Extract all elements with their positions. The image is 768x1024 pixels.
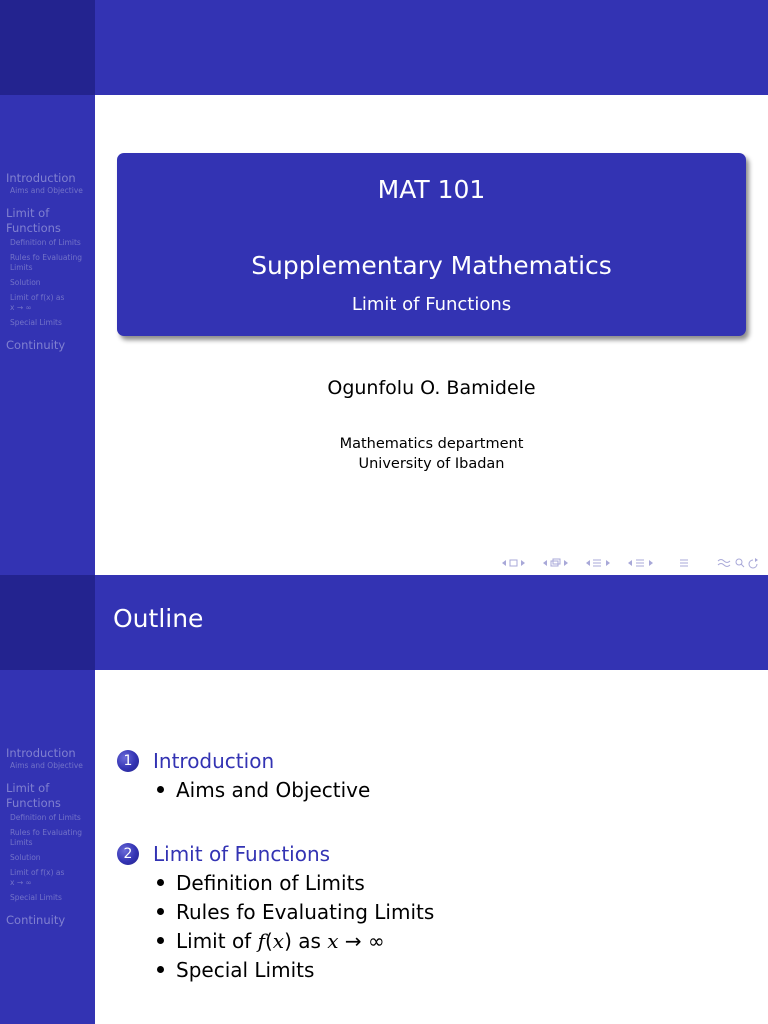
section-number-badge: 2: [117, 843, 139, 865]
author-name: Ogunfolu O. Bamidele: [327, 377, 536, 399]
sidebar-item-limit-line1[interactable]: Limit of: [6, 206, 50, 220]
title-box: [117, 153, 746, 336]
sidebar-subitem-definition[interactable]: Definition of Limits: [10, 813, 81, 822]
nav-appendix-icon[interactable]: [680, 560, 688, 566]
toc-subsection[interactable]: [157, 775, 434, 804]
toc-subsection[interactable]: [157, 868, 434, 897]
bullet-icon: [157, 937, 164, 944]
sidebar-item-continuity[interactable]: Continuity: [6, 913, 66, 927]
sidebar-item-continuity[interactable]: Continuity: [6, 338, 66, 352]
math-variable: x: [327, 928, 339, 953]
sidebar: [0, 670, 95, 1024]
bullet-icon: [157, 879, 164, 886]
toc-subsection-label[interactable]: Rules fo Evaluating Limits: [176, 899, 435, 924]
nav-subsection-icon[interactable]: [543, 559, 568, 566]
nav-prev-frame-icon[interactable]: [502, 560, 525, 566]
math-arrow: → ∞: [338, 928, 385, 953]
toc-section[interactable]: [117, 747, 434, 775]
sidebar-nav: [6, 171, 93, 353]
sidebar-item-introduction[interactable]: Introduction: [6, 171, 76, 185]
sidebar-subitem-aims[interactable]: Aims and Objective: [10, 761, 83, 770]
toc-subsection-label-math[interactable]: Limit of f(x) as x → ∞: [176, 928, 385, 953]
sidebar-subitem-limit-inf-line1[interactable]: Limit of f(x) as: [10, 293, 65, 302]
math-mid: as: [291, 928, 328, 953]
math-prefix: Limit of: [176, 928, 258, 953]
presentation-subtitle: Limit of Functions: [351, 294, 512, 315]
toc-subsection-label[interactable]: Aims and Objective: [176, 777, 371, 802]
sidebar-subitem-limit-inf-line2[interactable]: x → ∞: [10, 878, 32, 887]
toc-section[interactable]: [117, 840, 434, 868]
sidebar-item-introduction[interactable]: Introduction: [6, 746, 76, 760]
institution: [95, 434, 768, 474]
course-code: MAT 101: [377, 175, 486, 204]
sidebar-item-limit-line2[interactable]: Functions: [6, 221, 61, 235]
toc-section-label[interactable]: Introduction: [153, 749, 275, 773]
toc-subsection[interactable]: [157, 955, 434, 984]
sidebar-subitem-special[interactable]: Special Limits: [10, 893, 62, 902]
presentation-title: Supplementary Mathematics: [251, 251, 612, 280]
sidebar-subitem-definition[interactable]: Definition of Limits: [10, 238, 81, 247]
outline-slide: [0, 575, 768, 1024]
nav-section-icon[interactable]: [586, 560, 610, 566]
beamer-navigation-symbols: [498, 557, 760, 569]
math-arg: x: [272, 928, 285, 953]
sidebar-subitem-solution[interactable]: Solution: [10, 278, 41, 287]
sidebar-subitem-solution[interactable]: Solution: [10, 853, 41, 862]
sidebar-subitem-limit-inf-line2[interactable]: x → ∞: [10, 303, 32, 312]
toc-subsection-label[interactable]: Definition of Limits: [176, 870, 365, 895]
toc-subsection[interactable]: [157, 897, 434, 926]
bullet-icon: [157, 786, 164, 793]
sidebar-item-limit-line1[interactable]: Limit of: [6, 781, 50, 795]
sidebar-subitem-aims[interactable]: Aims and Objective: [10, 186, 83, 195]
table-of-contents: [117, 747, 434, 984]
university: University of Ibadan: [358, 456, 505, 472]
sidebar-nav: [6, 746, 93, 928]
header-corner: [0, 575, 95, 670]
sidebar-subitem-rules-line1[interactable]: Rules fo Evaluating: [10, 253, 82, 262]
department: Mathematics department: [339, 436, 524, 452]
toc-subsection-label[interactable]: Special Limits: [176, 957, 315, 982]
sidebar-subitem-rules-line1[interactable]: Rules fo Evaluating: [10, 828, 82, 837]
nav-search-icon[interactable]: [718, 558, 758, 568]
sidebar-subitem-rules-line2[interactable]: Limits: [10, 838, 33, 847]
math-function: f: [257, 928, 265, 953]
sidebar-subitem-limit-inf-line1[interactable]: Limit of f(x) as: [10, 868, 65, 877]
toc-section-label[interactable]: Limit of Functions: [153, 842, 331, 866]
toc-subsection[interactable]: [157, 926, 434, 955]
header-corner: [0, 0, 95, 95]
sidebar: [0, 95, 95, 575]
bullet-icon: [157, 908, 164, 915]
frame-title: Outline: [113, 604, 204, 633]
sidebar-subitem-special[interactable]: Special Limits: [10, 318, 62, 327]
header-bar: [95, 0, 768, 95]
sidebar-subitem-rules-line2[interactable]: Limits: [10, 263, 33, 272]
sidebar-item-limit-line2[interactable]: Functions: [6, 796, 61, 810]
section-number-badge: 1: [117, 750, 139, 772]
nav-document-icon[interactable]: [628, 560, 653, 566]
bullet-icon: [157, 966, 164, 973]
